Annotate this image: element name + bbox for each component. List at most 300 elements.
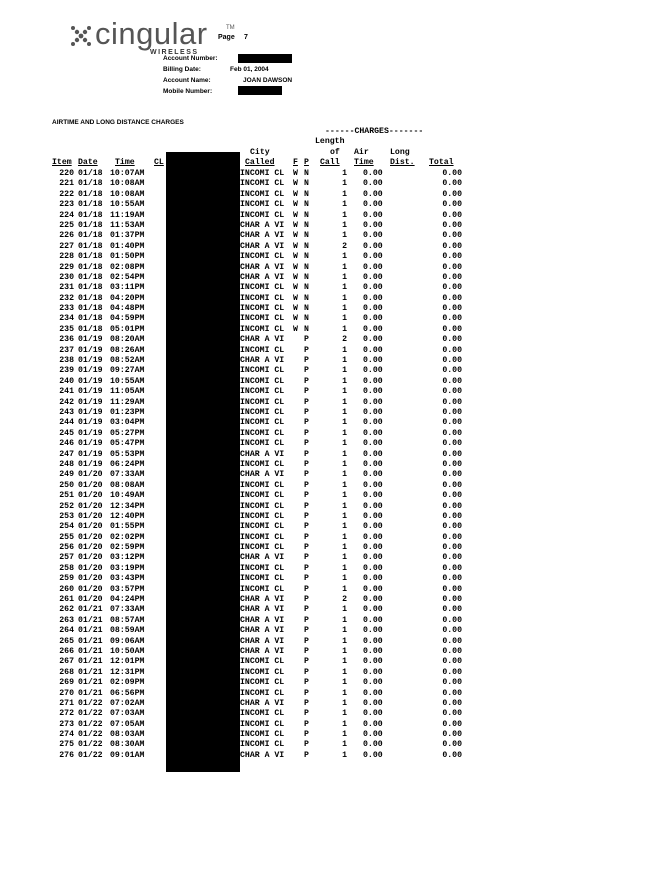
total-cell: 0.00 (442, 491, 462, 501)
airtime-cell: 0.00 (363, 667, 383, 677)
length-cell: 1 (342, 730, 347, 740)
table-row (52, 294, 464, 304)
item-cell: 266 (59, 646, 74, 656)
header-called: Called (245, 158, 275, 167)
called-cell: INCOMI CL (240, 179, 285, 189)
table-row (52, 460, 464, 470)
time-cell: 02:08PM (110, 262, 145, 272)
airtime-cell: 0.00 (363, 491, 383, 501)
header-date: Date (78, 158, 98, 167)
header-p: P (304, 158, 309, 167)
header-item: Item (52, 158, 72, 167)
total-cell: 0.00 (442, 584, 462, 594)
time-cell: 06:24PM (110, 459, 145, 469)
length-cell: 1 (342, 304, 347, 314)
date-cell: 01/19 (78, 459, 103, 469)
total-cell: 0.00 (442, 335, 462, 345)
table-row (52, 283, 464, 293)
account-name-label: Account Name: (163, 77, 211, 84)
p-cell: N (304, 304, 309, 314)
trademark: TM (226, 25, 235, 31)
total-cell: 0.00 (442, 595, 462, 605)
called-cell: INCOMI CL (240, 366, 285, 376)
item-cell: 263 (59, 615, 74, 625)
date-cell: 01/22 (78, 698, 103, 708)
table-row (52, 564, 464, 574)
p-cell: P (304, 698, 309, 708)
length-cell: 1 (342, 740, 347, 750)
p-cell: P (304, 750, 309, 760)
called-cell: CHAR A VI (240, 553, 285, 563)
length-cell: 1 (342, 397, 347, 407)
item-cell: 224 (59, 210, 74, 220)
airtime-cell: 0.00 (363, 563, 383, 573)
length-cell: 1 (342, 563, 347, 573)
item-cell: 272 (59, 709, 74, 719)
airtime-cell: 0.00 (363, 200, 383, 210)
called-cell: INCOMI CL (240, 200, 285, 210)
total-cell: 0.00 (442, 179, 462, 189)
table-row (52, 553, 464, 563)
airtime-cell: 0.00 (363, 439, 383, 449)
total-cell: 0.00 (442, 418, 462, 428)
item-cell: 237 (59, 345, 74, 355)
billing-date-label: Billing Date: (163, 66, 201, 73)
p-cell: P (304, 387, 309, 397)
header-long: Long (390, 148, 410, 157)
item-cell: 265 (59, 636, 74, 646)
date-cell: 01/18 (78, 189, 103, 199)
table-row (52, 242, 464, 252)
header-air: Air (354, 148, 369, 157)
redacted-number-column (166, 152, 240, 772)
p-cell: P (304, 491, 309, 501)
length-cell: 1 (342, 220, 347, 230)
called-cell: CHAR A VI (240, 636, 285, 646)
date-cell: 01/19 (78, 407, 103, 417)
airtime-cell: 0.00 (363, 283, 383, 293)
p-cell: P (304, 501, 309, 511)
length-cell: 1 (342, 366, 347, 376)
date-cell: 01/19 (78, 376, 103, 386)
item-cell: 236 (59, 335, 74, 345)
item-cell: 239 (59, 366, 74, 376)
total-cell: 0.00 (442, 719, 462, 729)
airtime-cell: 0.00 (363, 169, 383, 178)
airtime-cell: 0.00 (363, 459, 383, 469)
airtime-cell: 0.00 (363, 501, 383, 511)
table-row (52, 709, 464, 719)
item-cell: 245 (59, 428, 74, 438)
time-cell: 11:05AM (110, 387, 145, 397)
table-row (52, 637, 464, 647)
p-cell: P (304, 376, 309, 386)
item-cell: 229 (59, 262, 74, 272)
time-cell: 03:43PM (110, 574, 145, 584)
called-cell: CHAR A VI (240, 470, 285, 480)
p-cell: N (304, 324, 309, 334)
table-row (52, 730, 464, 740)
f-cell: W (293, 304, 298, 314)
airtime-cell: 0.00 (363, 719, 383, 729)
total-cell: 0.00 (442, 397, 462, 407)
airtime-cell: 0.00 (363, 646, 383, 656)
f-cell: W (293, 262, 298, 272)
airtime-cell: 0.00 (363, 252, 383, 262)
table-row (52, 450, 464, 460)
p-cell: P (304, 657, 309, 667)
length-cell: 1 (342, 657, 347, 667)
p-cell: P (304, 615, 309, 625)
time-cell: 01:37PM (110, 231, 145, 241)
table-row (52, 678, 464, 688)
length-cell: 1 (342, 491, 347, 501)
total-cell: 0.00 (442, 678, 462, 688)
called-cell: INCOMI CL (240, 532, 285, 542)
called-cell: CHAR A VI (240, 356, 285, 366)
p-cell: N (304, 179, 309, 189)
item-cell: 250 (59, 480, 74, 490)
item-cell: 271 (59, 698, 74, 708)
length-cell: 1 (342, 480, 347, 490)
date-cell: 01/19 (78, 397, 103, 407)
item-cell: 269 (59, 678, 74, 688)
called-cell: INCOMI CL (240, 719, 285, 729)
called-cell: CHAR A VI (240, 615, 285, 625)
date-cell: 01/18 (78, 293, 103, 303)
total-cell: 0.00 (442, 356, 462, 366)
table-row (52, 616, 464, 626)
total-cell: 0.00 (442, 262, 462, 272)
length-cell: 1 (342, 169, 347, 178)
called-cell: INCOMI CL (240, 283, 285, 293)
date-cell: 01/22 (78, 740, 103, 750)
table-row (52, 304, 464, 314)
p-cell: N (304, 169, 309, 178)
length-cell: 1 (342, 553, 347, 563)
p-cell: P (304, 553, 309, 563)
total-cell: 0.00 (442, 636, 462, 646)
length-cell: 1 (342, 252, 347, 262)
time-cell: 12:40PM (110, 511, 145, 521)
airtime-cell: 0.00 (363, 179, 383, 189)
total-cell: 0.00 (442, 314, 462, 324)
header-of: of (330, 148, 340, 157)
table-row (52, 387, 464, 397)
table-row (52, 595, 464, 605)
brand-subtitle: WIRELESS (150, 49, 199, 56)
airtime-cell: 0.00 (363, 304, 383, 314)
total-cell: 0.00 (442, 698, 462, 708)
time-cell: 02:02PM (110, 532, 145, 542)
total-cell: 0.00 (442, 615, 462, 625)
called-cell: INCOMI CL (240, 293, 285, 303)
table-row (52, 418, 464, 428)
header-air-time: Time (354, 158, 374, 167)
table-row (52, 699, 464, 709)
table-row (52, 491, 464, 501)
table-row (52, 335, 464, 345)
time-cell: 03:57PM (110, 584, 145, 594)
charges-table-body (52, 169, 464, 761)
time-cell: 01:40PM (110, 241, 145, 251)
airtime-cell: 0.00 (363, 730, 383, 740)
p-cell: P (304, 480, 309, 490)
length-cell: 1 (342, 709, 347, 719)
p-cell: P (304, 667, 309, 677)
table-row (52, 325, 464, 335)
date-cell: 01/21 (78, 636, 103, 646)
date-cell: 01/18 (78, 252, 103, 262)
total-cell: 0.00 (442, 574, 462, 584)
p-cell: N (304, 314, 309, 324)
time-cell: 01:23PM (110, 407, 145, 417)
item-cell: 220 (59, 169, 74, 178)
called-cell: INCOMI CL (240, 314, 285, 324)
item-cell: 253 (59, 511, 74, 521)
length-cell: 1 (342, 189, 347, 199)
f-cell: W (293, 169, 298, 178)
item-cell: 221 (59, 179, 74, 189)
header-length: Length (315, 137, 345, 146)
time-cell: 08:57AM (110, 615, 145, 625)
table-row (52, 211, 464, 221)
table-row (52, 740, 464, 750)
table-row (52, 221, 464, 231)
item-cell: 248 (59, 459, 74, 469)
date-cell: 01/22 (78, 719, 103, 729)
account-name-value: JOAN DAWSON (243, 77, 293, 84)
length-cell: 1 (342, 387, 347, 397)
redacted-mobile-number (238, 86, 282, 95)
p-cell: P (304, 719, 309, 729)
table-row (52, 179, 464, 189)
item-cell: 255 (59, 532, 74, 542)
airtime-cell: 0.00 (363, 189, 383, 199)
length-cell: 1 (342, 678, 347, 688)
airtime-cell: 0.00 (363, 615, 383, 625)
time-cell: 04:59PM (110, 314, 145, 324)
total-cell: 0.00 (442, 646, 462, 656)
airtime-cell: 0.00 (363, 698, 383, 708)
total-cell: 0.00 (442, 345, 462, 355)
total-cell: 0.00 (442, 563, 462, 573)
p-cell: N (304, 252, 309, 262)
header-charges: ------CHARGES------- (325, 127, 424, 136)
item-cell: 233 (59, 304, 74, 314)
total-cell: 0.00 (442, 543, 462, 553)
date-cell: 01/19 (78, 387, 103, 397)
time-cell: 12:34PM (110, 501, 145, 511)
f-cell: W (293, 252, 298, 262)
length-cell: 1 (342, 428, 347, 438)
table-row (52, 543, 464, 553)
date-cell: 01/18 (78, 314, 103, 324)
date-cell: 01/18 (78, 179, 103, 189)
date-cell: 01/19 (78, 449, 103, 459)
p-cell: P (304, 511, 309, 521)
p-cell: N (304, 231, 309, 241)
header-time: Time (115, 158, 135, 167)
total-cell: 0.00 (442, 366, 462, 376)
called-cell: INCOMI CL (240, 522, 285, 532)
p-cell: P (304, 449, 309, 459)
f-cell: W (293, 189, 298, 199)
p-cell: N (304, 241, 309, 251)
table-row (52, 605, 464, 615)
item-cell: 225 (59, 220, 74, 230)
called-cell: CHAR A VI (240, 220, 285, 230)
date-cell: 01/18 (78, 262, 103, 272)
airtime-cell: 0.00 (363, 480, 383, 490)
section-title: AIRTIME AND LONG DISTANCE CHARGES (52, 119, 184, 126)
total-cell: 0.00 (442, 241, 462, 251)
called-cell: INCOMI CL (240, 252, 285, 262)
date-cell: 01/21 (78, 688, 103, 698)
time-cell: 05:01PM (110, 324, 145, 334)
table-row (52, 574, 464, 584)
length-cell: 2 (342, 241, 347, 251)
table-row (52, 231, 464, 241)
date-cell: 01/20 (78, 563, 103, 573)
table-row (52, 429, 464, 439)
date-cell: 01/19 (78, 428, 103, 438)
length-cell: 1 (342, 439, 347, 449)
item-cell: 228 (59, 252, 74, 262)
called-cell: INCOMI CL (240, 324, 285, 334)
table-row (52, 408, 464, 418)
time-cell: 02:54PM (110, 272, 145, 282)
header-total: Total (429, 158, 454, 167)
total-cell: 0.00 (442, 667, 462, 677)
item-cell: 252 (59, 501, 74, 511)
length-cell: 1 (342, 698, 347, 708)
item-cell: 240 (59, 376, 74, 386)
length-cell: 1 (342, 511, 347, 521)
p-cell: N (304, 262, 309, 272)
called-cell: INCOMI CL (240, 387, 285, 397)
table-row (52, 252, 464, 262)
item-cell: 249 (59, 470, 74, 480)
p-cell: P (304, 397, 309, 407)
called-cell: INCOMI CL (240, 439, 285, 449)
called-cell: INCOMI CL (240, 584, 285, 594)
airtime-cell: 0.00 (363, 740, 383, 750)
table-row (52, 356, 464, 366)
date-cell: 01/18 (78, 220, 103, 230)
time-cell: 02:59PM (110, 543, 145, 553)
p-cell: P (304, 730, 309, 740)
time-cell: 09:27AM (110, 366, 145, 376)
airtime-cell: 0.00 (363, 678, 383, 688)
time-cell: 08:03AM (110, 730, 145, 740)
total-cell: 0.00 (442, 501, 462, 511)
table-row (52, 512, 464, 522)
date-cell: 01/18 (78, 272, 103, 282)
table-row (52, 657, 464, 667)
date-cell: 01/21 (78, 646, 103, 656)
length-cell: 1 (342, 522, 347, 532)
p-cell: P (304, 626, 309, 636)
mobile-number-label: Mobile Number: (163, 88, 213, 95)
length-cell: 1 (342, 574, 347, 584)
total-cell: 0.00 (442, 439, 462, 449)
item-cell: 259 (59, 574, 74, 584)
called-cell: INCOMI CL (240, 563, 285, 573)
item-cell: 268 (59, 667, 74, 677)
length-cell: 1 (342, 646, 347, 656)
called-cell: INCOMI CL (240, 407, 285, 417)
length-cell: 1 (342, 543, 347, 553)
date-cell: 01/21 (78, 626, 103, 636)
p-cell: P (304, 522, 309, 532)
date-cell: 01/20 (78, 543, 103, 553)
length-cell: 1 (342, 584, 347, 594)
total-cell: 0.00 (442, 709, 462, 719)
p-cell: P (304, 543, 309, 553)
airtime-cell: 0.00 (363, 636, 383, 646)
redacted-account-number (238, 54, 292, 63)
account-number-label: Account Number: (163, 55, 218, 62)
airtime-cell: 0.00 (363, 522, 383, 532)
length-cell: 1 (342, 293, 347, 303)
item-cell: 254 (59, 522, 74, 532)
item-cell: 260 (59, 584, 74, 594)
p-cell: P (304, 470, 309, 480)
date-cell: 01/18 (78, 324, 103, 334)
date-cell: 01/20 (78, 501, 103, 511)
p-cell: P (304, 418, 309, 428)
p-cell: P (304, 740, 309, 750)
table-row (52, 481, 464, 491)
date-cell: 01/18 (78, 210, 103, 220)
airtime-cell: 0.00 (363, 356, 383, 366)
airtime-cell: 0.00 (363, 688, 383, 698)
time-cell: 10:08AM (110, 179, 145, 189)
airtime-cell: 0.00 (363, 345, 383, 355)
page-label: Page (218, 34, 235, 41)
item-cell: 238 (59, 356, 74, 366)
table-row (52, 190, 464, 200)
called-cell: INCOMI CL (240, 688, 285, 698)
length-cell: 1 (342, 376, 347, 386)
table-row (52, 200, 464, 210)
time-cell: 08:52AM (110, 356, 145, 366)
table-row (52, 720, 464, 730)
date-cell: 01/19 (78, 366, 103, 376)
time-cell: 07:02AM (110, 698, 145, 708)
airtime-cell: 0.00 (363, 657, 383, 667)
time-cell: 02:09PM (110, 678, 145, 688)
length-cell: 1 (342, 605, 347, 615)
length-cell: 1 (342, 314, 347, 324)
time-cell: 09:01AM (110, 750, 145, 760)
airtime-cell: 0.00 (363, 584, 383, 594)
item-cell: 243 (59, 407, 74, 417)
total-cell: 0.00 (442, 511, 462, 521)
called-cell: INCOMI CL (240, 418, 285, 428)
p-cell: P (304, 563, 309, 573)
table-row (52, 626, 464, 636)
length-cell: 1 (342, 210, 347, 220)
date-cell: 01/21 (78, 667, 103, 677)
airtime-cell: 0.00 (363, 324, 383, 334)
total-cell: 0.00 (442, 449, 462, 459)
table-row (52, 314, 464, 324)
called-cell: CHAR A VI (240, 272, 285, 282)
table-row (52, 647, 464, 657)
brand-wordmark: cingular (95, 16, 208, 51)
